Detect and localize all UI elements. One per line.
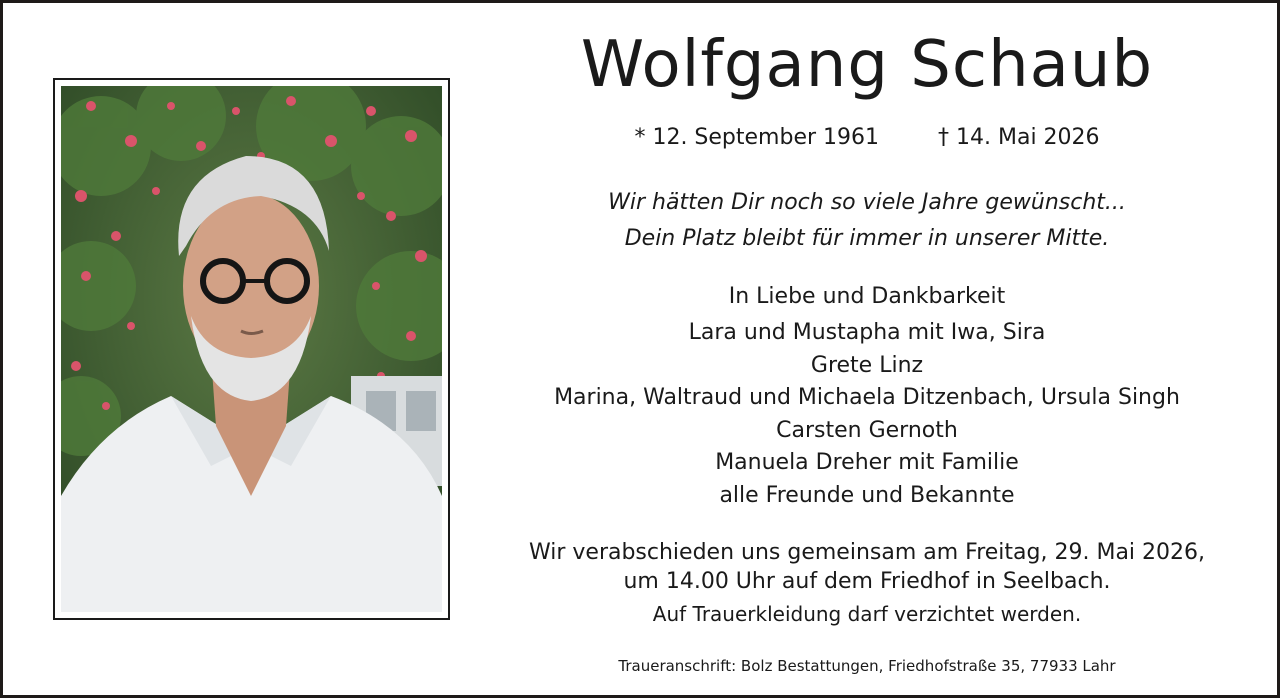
service-line: Wir verabschieden uns gemeinsam am Freitag, 29. Mai 2026, bbox=[528, 540, 1206, 565]
dress-code-note: Auf Trauerkleidung darf verzichtet werden. bbox=[652, 602, 1082, 626]
quote-line: Wir hätten Dir noch so viele Jahre gewünscht... bbox=[608, 190, 1126, 215]
mourner-line: alle Freunde und Bekannte bbox=[719, 482, 1015, 508]
service-line: um 14.00 Uhr auf dem Friedhof in Seelbach. bbox=[623, 569, 1111, 594]
notice-text bbox=[503, 3, 1231, 695]
deceased-name: Wolfgang Schaub bbox=[580, 28, 1154, 102]
mourner-line: Grete Linz bbox=[810, 352, 924, 378]
life-dates bbox=[503, 123, 1231, 153]
portrait-frame bbox=[53, 78, 450, 620]
portrait-photo bbox=[61, 86, 442, 612]
mourners-list bbox=[503, 281, 1231, 512]
quote-line: Dein Platz bleibt für immer in unserer Mitte. bbox=[624, 226, 1110, 251]
mourners-intro: In Liebe und Dankbarkeit bbox=[728, 284, 1006, 309]
memorial-quote bbox=[503, 185, 1231, 257]
portrait-illustration bbox=[61, 86, 442, 612]
mourner-line: Manuela Dreher mit Familie bbox=[715, 450, 1019, 475]
service-info bbox=[503, 538, 1231, 629]
birth-date: * 12. September 1961 bbox=[634, 125, 880, 150]
mourner-line: Marina, Waltraud und Michaela Ditzenbach, Ursula Singh bbox=[554, 385, 1180, 410]
death-date: † 14. Mai 2026 bbox=[938, 125, 1100, 150]
mourning-address: Traueranschrift: Bolz Bestattungen, Friedhofstraße 35, 77933 Lahr bbox=[618, 657, 1116, 675]
mourner-line: Lara und Mustapha mit Iwa, Sira bbox=[688, 320, 1046, 345]
mourner-line: Carsten Gernoth bbox=[776, 417, 958, 443]
